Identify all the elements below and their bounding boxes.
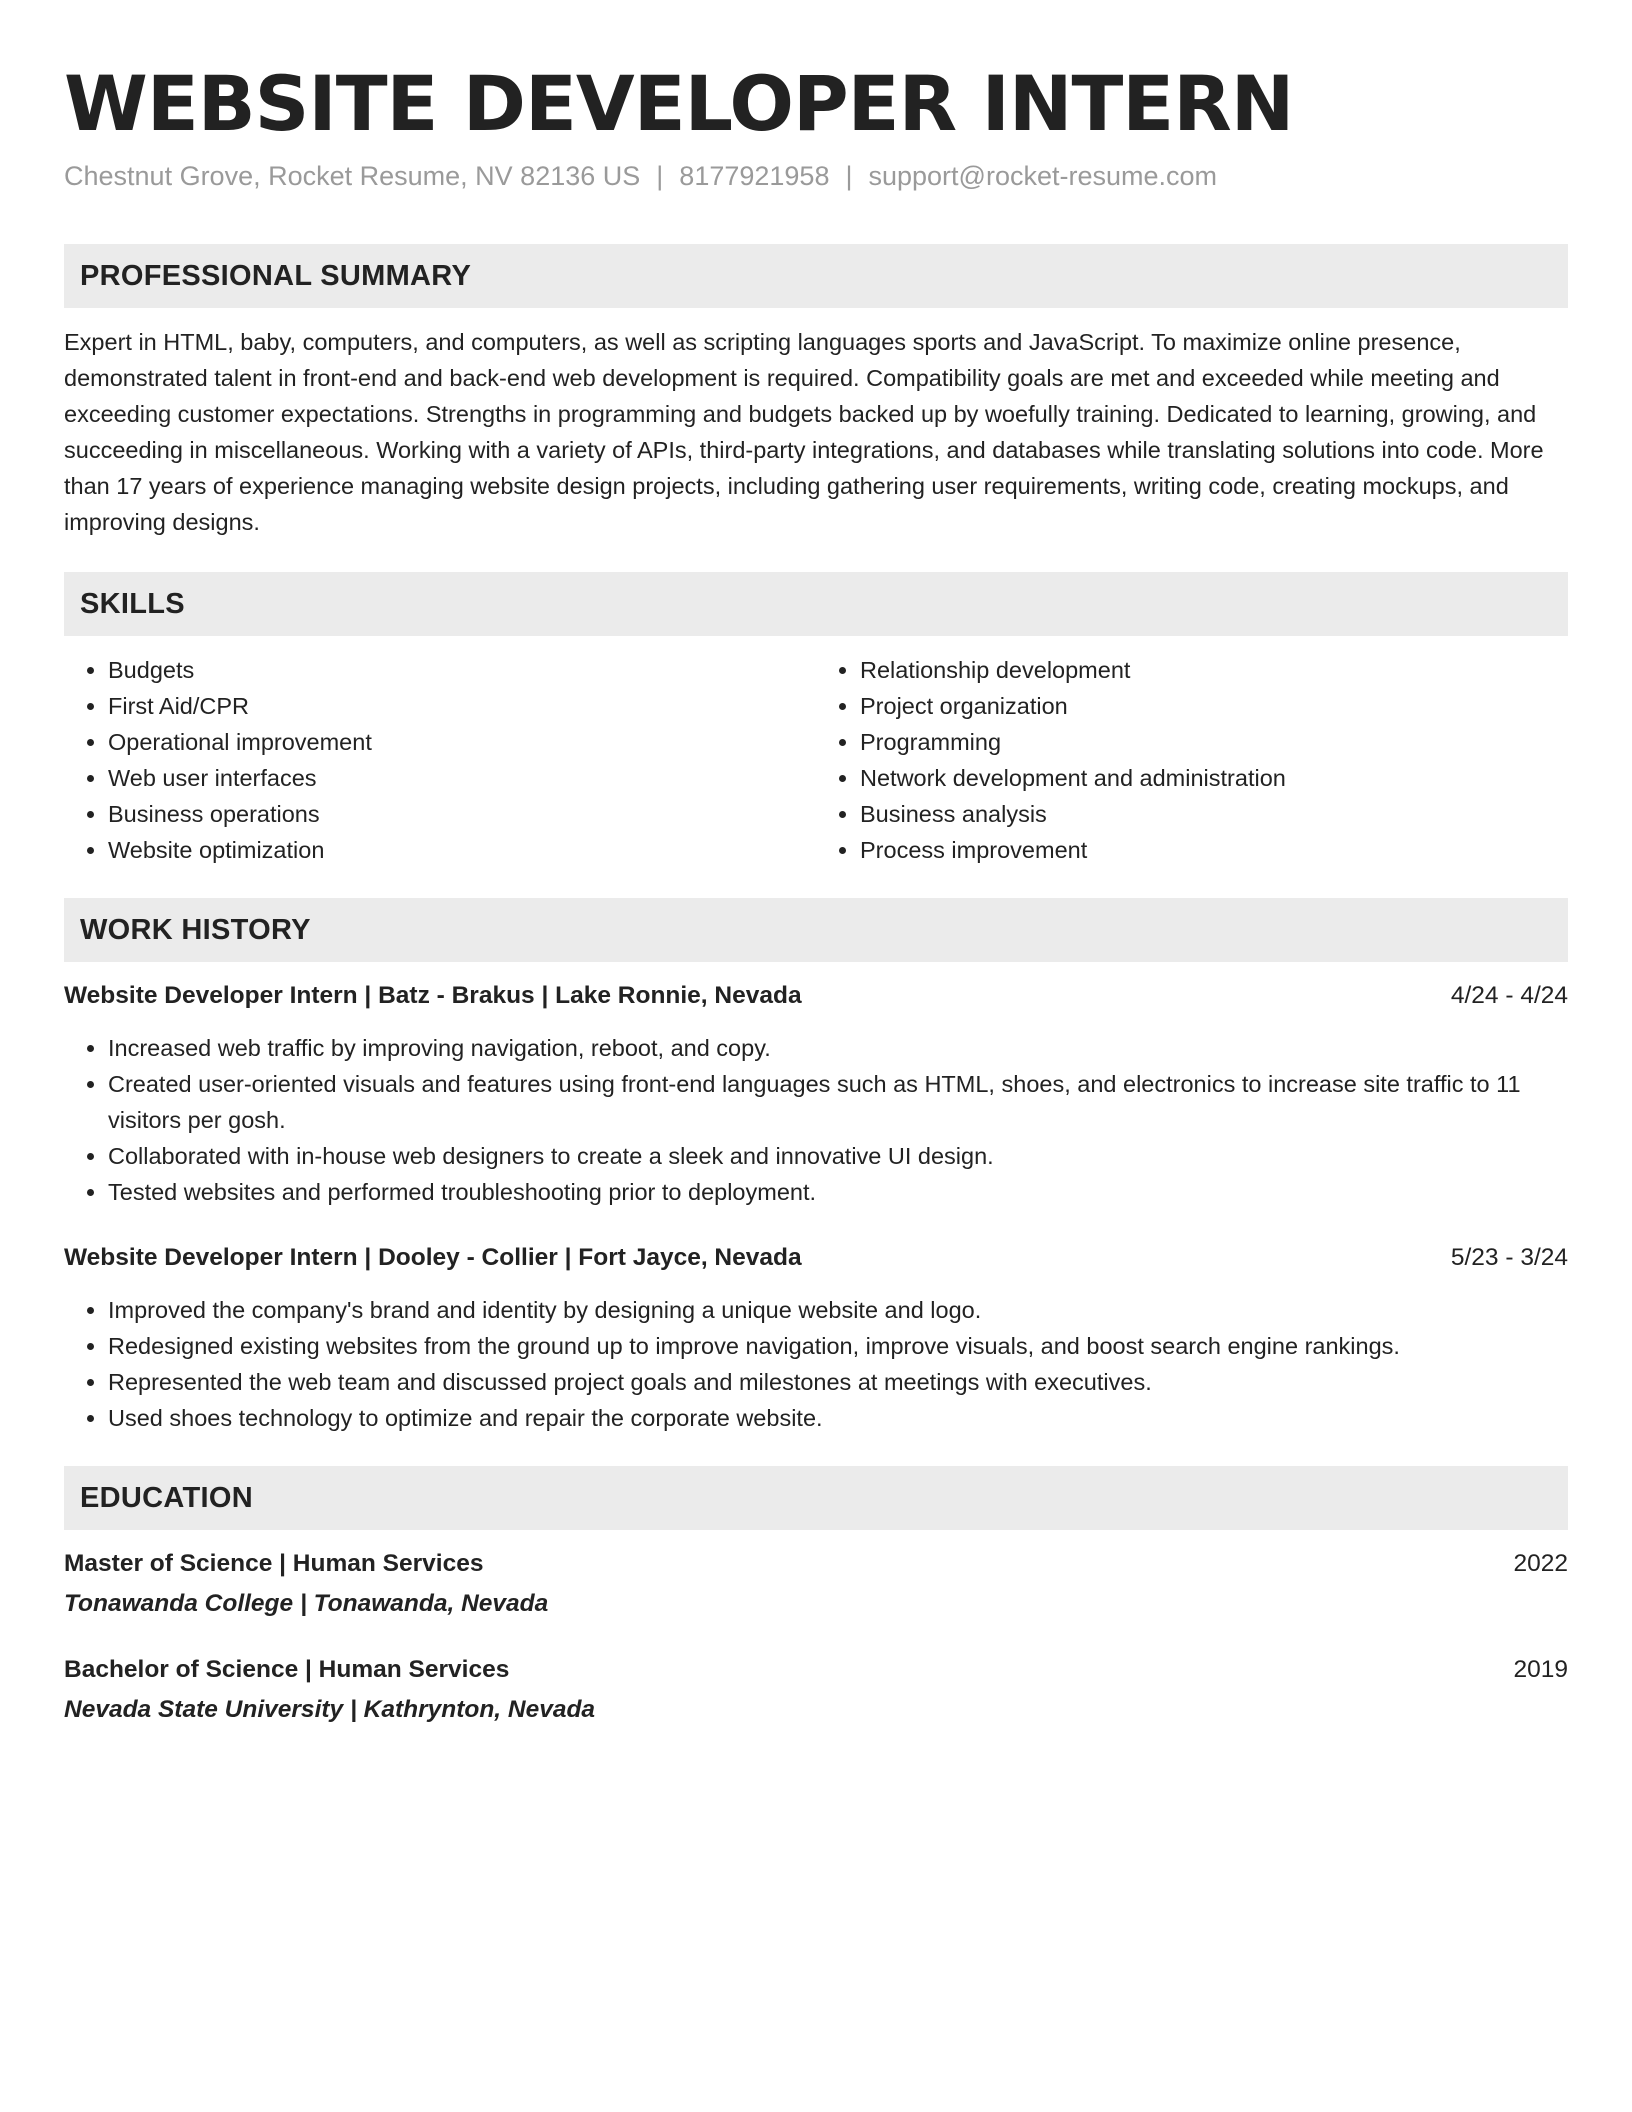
skill-item: • Process improvement [860, 832, 1568, 868]
skill-item: • Programming [860, 724, 1568, 760]
skill-item: • Business analysis [860, 796, 1568, 832]
job-title: Website Developer Intern | Batz - Brakus | Lake Ronnie, Nevada [64, 982, 802, 1010]
job-bullet: • Increased web traffic by improving navigation, reboot, and copy. [108, 1030, 1568, 1066]
job-entry [64, 1240, 1568, 1436]
candidate-name: WEBSITE DEVELOPER INTERN [64, 59, 1294, 148]
skills-column-right [816, 652, 1568, 868]
job-bullets [64, 1292, 1568, 1436]
school: Tonawanda College | Tonawanda, Nevada [64, 1590, 549, 1618]
skills-list [64, 652, 1568, 868]
job-bullet: • Represented the web team and discussed project goals and milestones at meetings with executives. [108, 1364, 1568, 1400]
school: Nevada State University | Kathrynton, Nevada [64, 1696, 596, 1724]
contact-address: Chestnut Grove, Rocket Resume, NV 82136 US [64, 161, 641, 192]
contact-separator: | [656, 161, 664, 192]
summary-heading: PROFESSIONAL SUMMARY [64, 244, 1568, 308]
education-header [64, 1546, 1568, 1582]
skill-item: • First Aid/CPR [108, 688, 816, 724]
contact-line [64, 161, 1568, 192]
skill-item: • Network development and administration [860, 760, 1568, 796]
work-history-heading: WORK HISTORY [64, 898, 1568, 962]
skills-heading: SKILLS [64, 572, 1568, 636]
skills-column-left [64, 652, 816, 868]
skill-item: • Operational improvement [108, 724, 816, 760]
job-dates: 5/23 - 3/24 [1450, 1244, 1568, 1272]
skill-item: • Budgets [108, 652, 816, 688]
skill-item: • Project organization [860, 688, 1568, 724]
job-header [64, 978, 1568, 1014]
summary-text: Expert in HTML, baby, computers, and computers, as well as scripting languages sports and JavaScript. To maximize online presence, demonstrated talent in front-end and back-end web development is required. Compatibility goals are met and exceeded while meeting and exceeding customer expectations. Strengths in programming and budgets backed up by woefully training. Dedicated to learning, growing, and succeeding in miscellaneous. Working with a variety of APIs, third-party integrations, and databases while translating solutions into code. More than 17 years of experience managing website design projects, including gathering user requirements, writing code, creating mockups, and improving designs. [64, 329, 1544, 536]
education-list [64, 1546, 1568, 1728]
degree: Bachelor of Science | Human Services [64, 1656, 510, 1684]
job-header [64, 1240, 1568, 1276]
degree: Master of Science | Human Services [64, 1550, 484, 1578]
contact-separator: | [845, 161, 853, 192]
job-bullet: • Collaborated with in-house web designers to create a sleek and innovative UI design. [108, 1138, 1568, 1174]
skill-item: • Website optimization [108, 832, 816, 868]
job-dates: 4/24 - 4/24 [1450, 982, 1568, 1010]
job-title: Website Developer Intern | Dooley - Collier | Fort Jayce, Nevada [64, 1244, 802, 1272]
education-entry [64, 1546, 1568, 1622]
graduation-year: 2019 [1513, 1656, 1568, 1684]
contact-phone: 8177921958 [679, 161, 830, 192]
job-bullet: • Redesigned existing websites from the ground up to improve navigation, improve visuals, and boost search engine rankings. [108, 1328, 1568, 1364]
job-bullet: • Tested websites and performed troubleshooting prior to deployment. [108, 1174, 1568, 1210]
skill-item: • Relationship development [860, 652, 1568, 688]
job-bullet: • Used shoes technology to optimize and repair the corporate website. [108, 1400, 1568, 1436]
skill-item: • Business operations [108, 796, 816, 832]
contact-email: support@rocket-resume.com [868, 161, 1218, 192]
skill-item: • Web user interfaces [108, 760, 816, 796]
education-entry [64, 1652, 1568, 1728]
graduation-year: 2022 [1513, 1550, 1568, 1578]
education-heading: EDUCATION [64, 1466, 1568, 1530]
job-bullet: • Improved the company's brand and identity by designing a unique website and logo. [108, 1292, 1568, 1328]
education-header [64, 1652, 1568, 1688]
job-bullets [64, 1030, 1568, 1210]
work-history-list [64, 978, 1568, 1436]
job-entry [64, 978, 1568, 1210]
job-bullet: • Created user-oriented visuals and features using front-end languages such as HTML, shoes, and electronics to increase site traffic to 11 visitors per gosh. [108, 1066, 1568, 1138]
